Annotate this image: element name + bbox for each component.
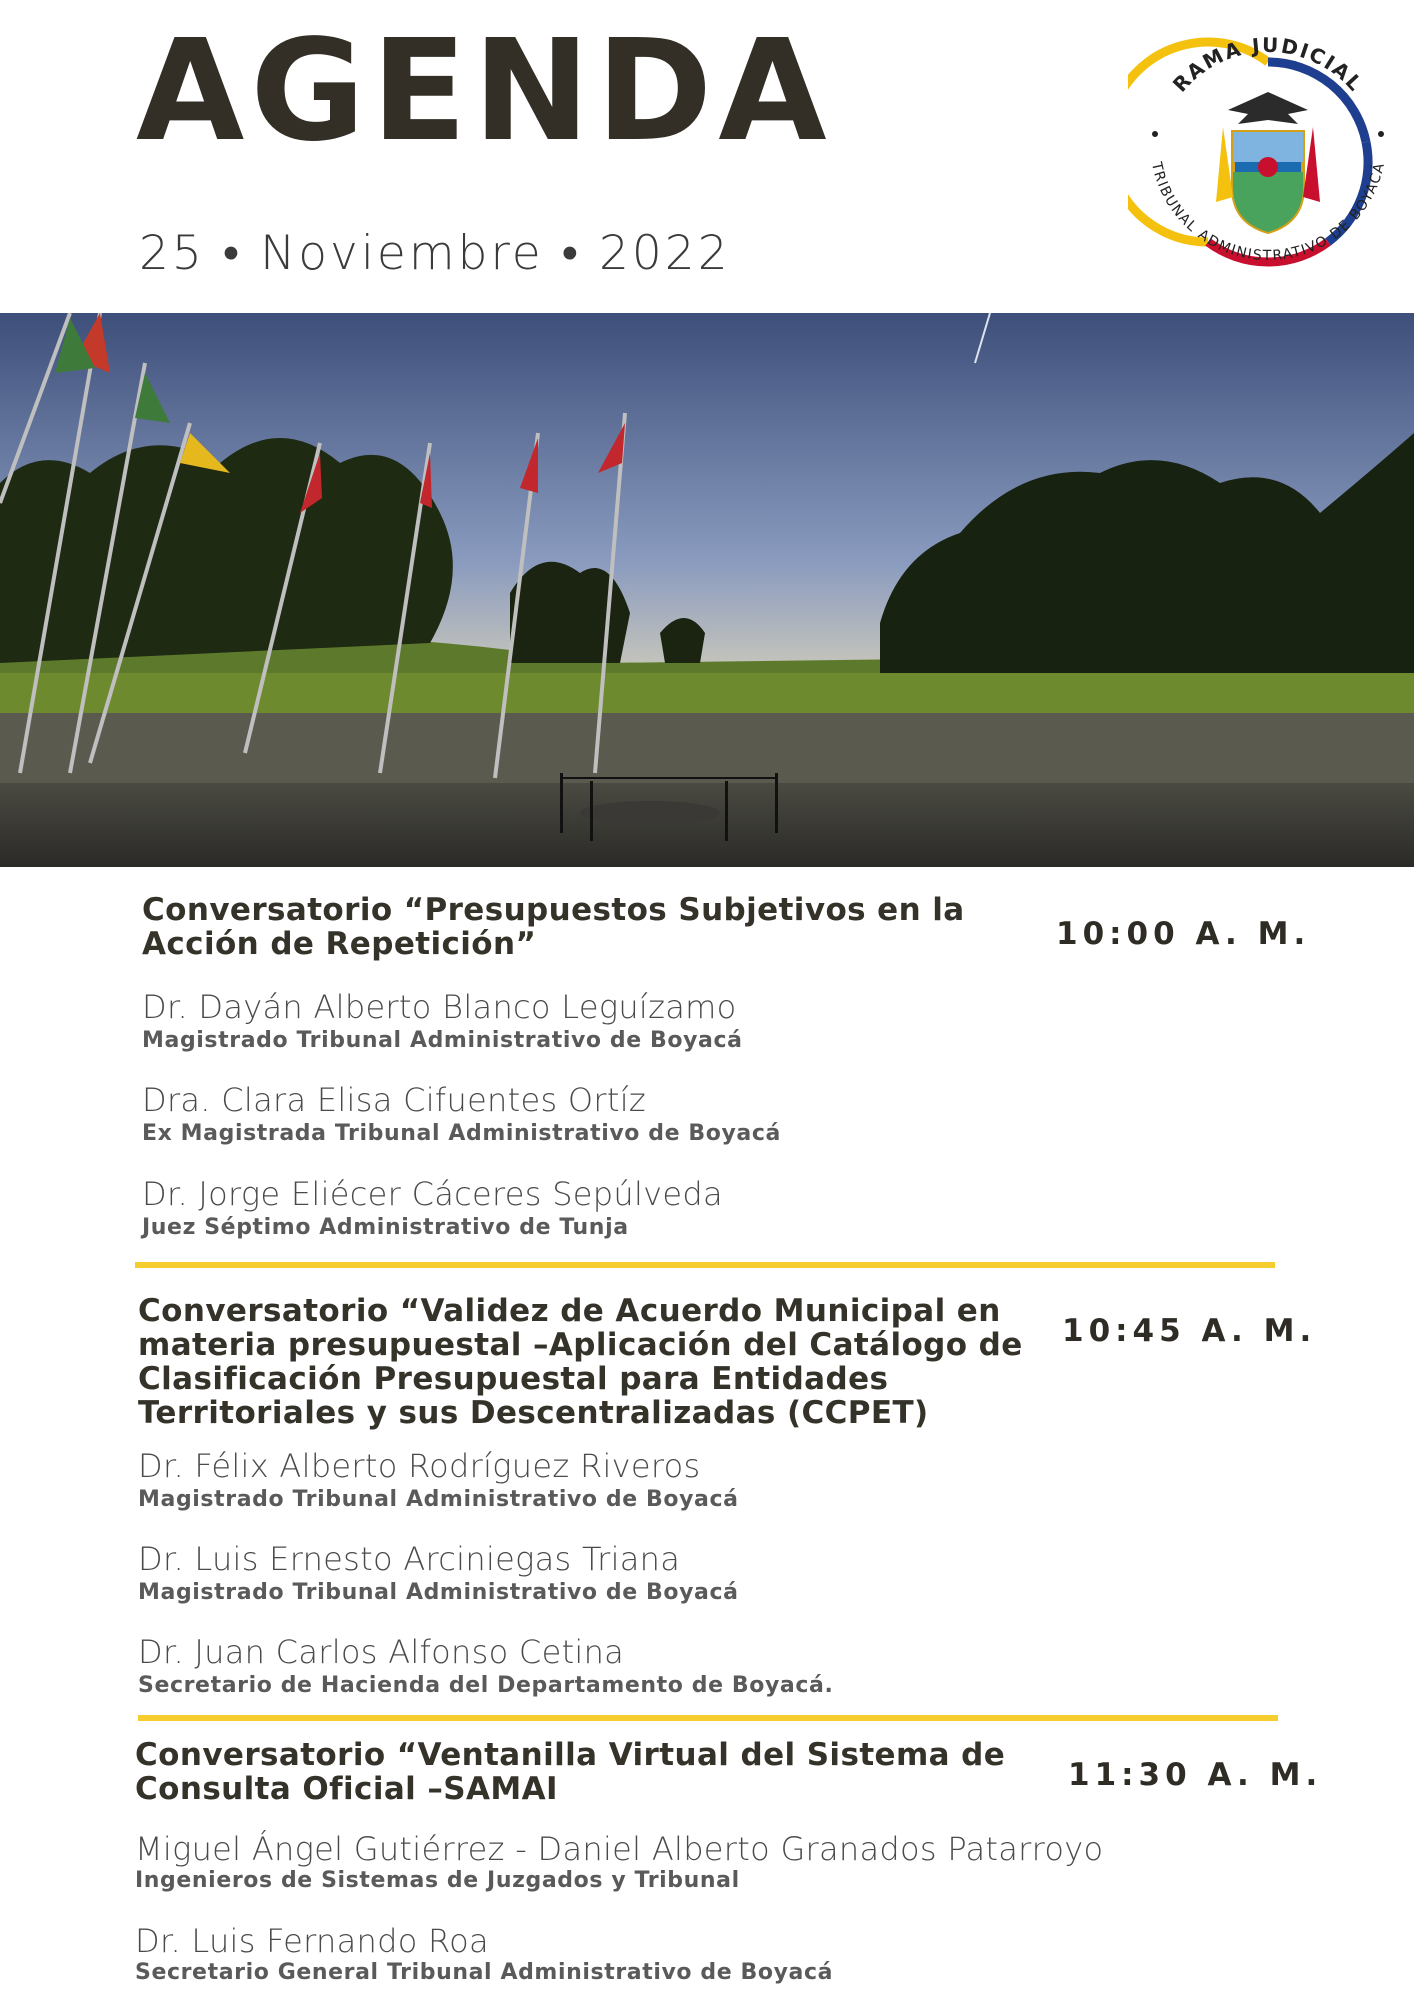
speaker-name: Dr. Jorge Eliécer Cáceres Sepúlveda — [142, 1175, 723, 1213]
speaker-role: Ingenieros de Sistemas de Juzgados y Tribunal — [135, 1868, 740, 1893]
session-2-title: Conversatorio “Validez de Acuerdo Municipal en materia presupuestal –Aplicación del Catálogo de Clasificación Presupuestal para Entidades Territoriales y sus Descentralizadas (CCPET) — [138, 1293, 1023, 1431]
speaker-name: Dr. Félix Alberto Rodríguez Riveros — [138, 1447, 701, 1485]
section-divider — [138, 1715, 1278, 1721]
speaker-role: Magistrado Tribunal Administrativo de Boyacá — [142, 1028, 743, 1053]
session-3-title: Conversatorio “Ventanilla Virtual del Sistema de Consulta Oficial –SAMAI — [135, 1737, 1006, 1807]
speaker-role: Magistrado Tribunal Administrativo de Boyacá — [138, 1487, 739, 1512]
speaker-name: Dr. Dayán Alberto Blanco Leguízamo — [142, 988, 737, 1026]
seal-bottom-text: TRIBUNAL ADMINISTRATIVO DE BOYACÁ — [1147, 160, 1389, 265]
session-1-title: Conversatorio “Presupuestos Subjetivos en la Acción de Repetición” — [142, 892, 965, 962]
landscape-photo — [0, 313, 1414, 867]
session-3-time: 11:30 A. M. — [1068, 1757, 1323, 1793]
speaker-name: Dr. Juan Carlos Alfonso Cetina — [138, 1633, 625, 1671]
seal-top-text: RAMA JUDICIAL — [1167, 32, 1369, 97]
speaker-role: Secretario General Tribunal Administrativo de Boyacá — [135, 1960, 834, 1985]
speaker-role: Magistrado Tribunal Administrativo de Boyacá — [138, 1580, 739, 1605]
speaker-name: Miguel Ángel Gutiérrez - Daniel Alberto Granados Patarroyo — [135, 1830, 1104, 1868]
section-divider — [135, 1262, 1275, 1268]
session-2-time: 10:45 A. M. — [1062, 1313, 1317, 1349]
speaker-role: Ex Magistrada Tribunal Administrativo de Boyacá — [142, 1121, 781, 1146]
speaker-role: Juez Séptimo Administrativo de Tunja — [142, 1215, 629, 1240]
session-1-time: 10:00 A. M. — [1056, 916, 1311, 952]
rama-judicial-logo — [1128, 22, 1408, 302]
page-title: AGENDA — [136, 10, 833, 173]
speaker-role: Secretario de Hacienda del Departamento de Boyacá. — [138, 1673, 834, 1698]
speaker-name: Dr. Luis Ernesto Arciniegas Triana — [138, 1540, 681, 1578]
speaker-name: Dr. Luis Fernando Roa — [135, 1922, 489, 1960]
event-date: 25 • Noviembre • 2022 — [139, 226, 731, 281]
seal-icon — [1128, 22, 1408, 302]
speaker-name: Dra. Clara Elisa Cifuentes Ortíz — [142, 1081, 646, 1119]
